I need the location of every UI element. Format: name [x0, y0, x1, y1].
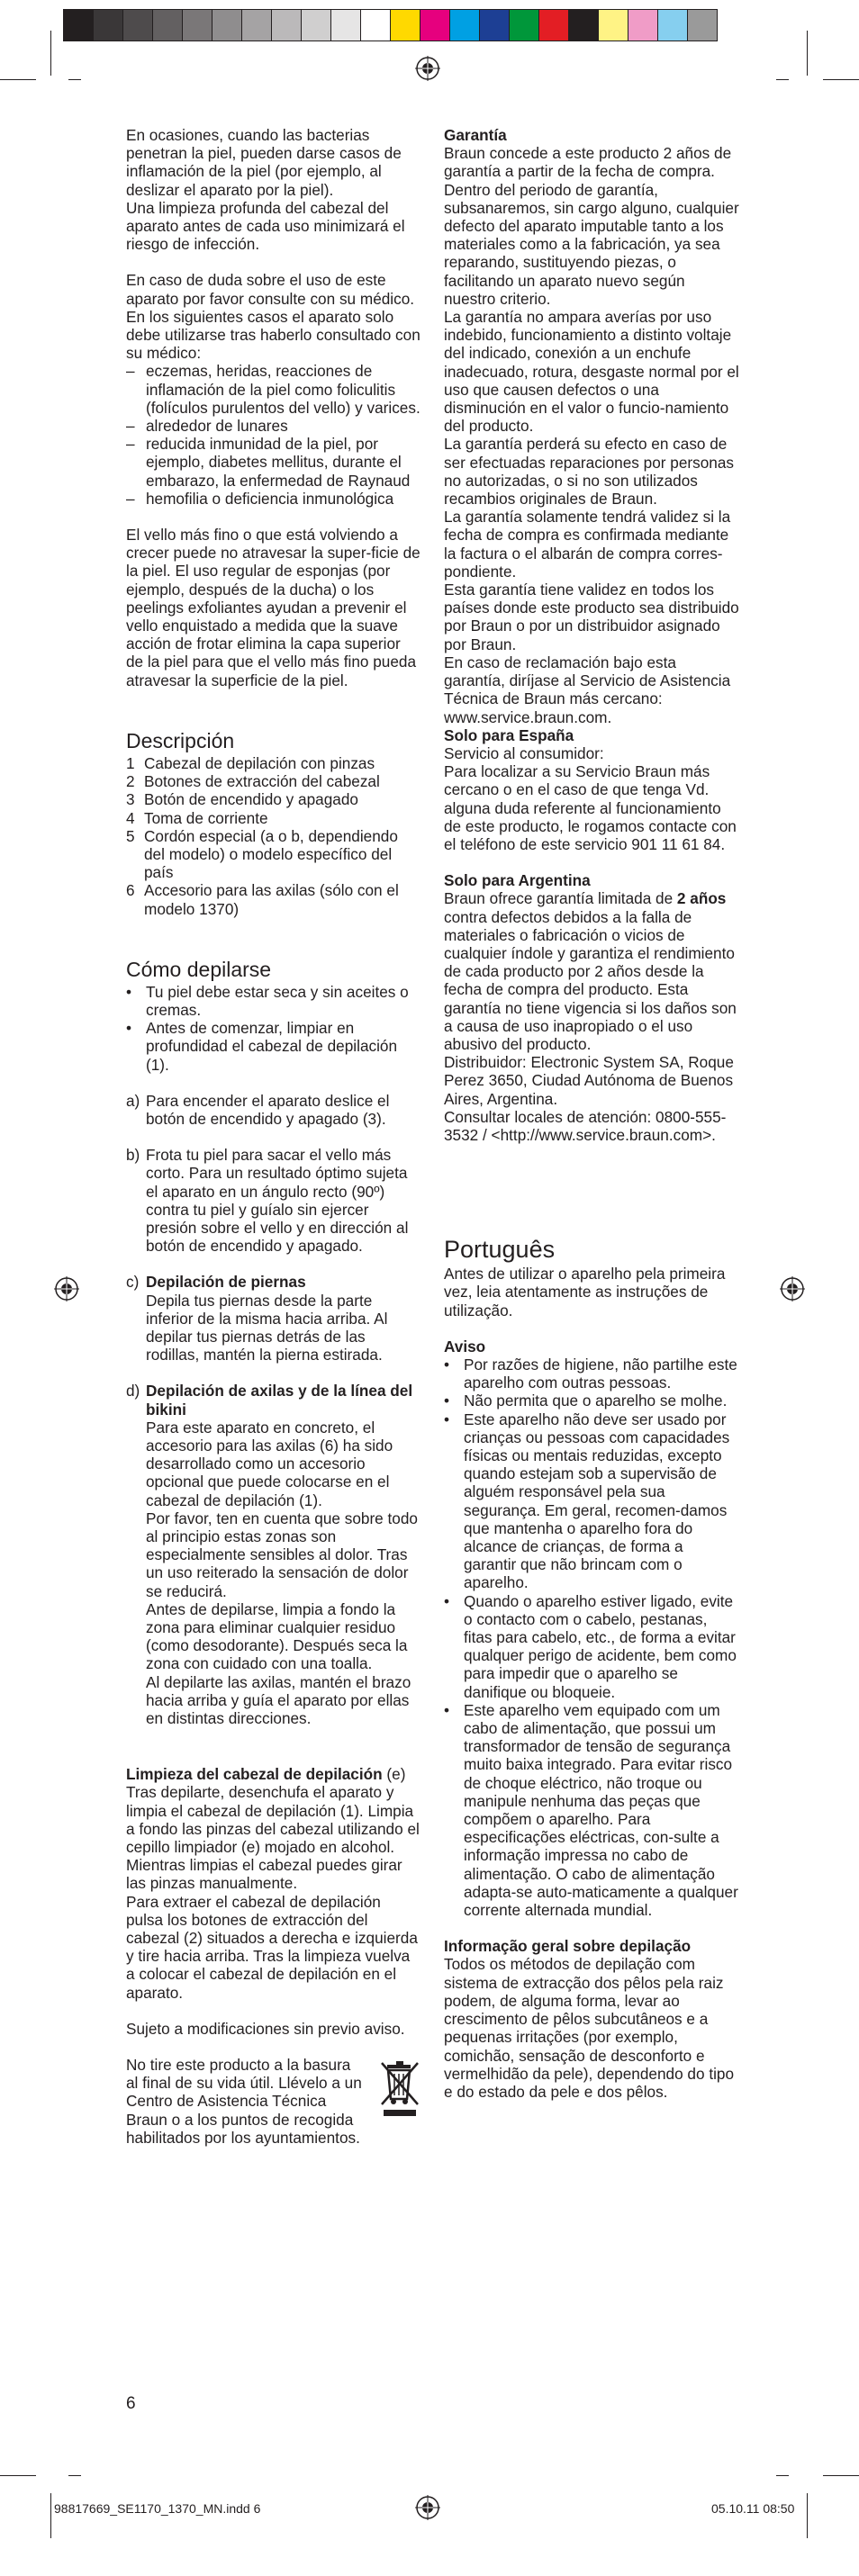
crop-mark [776, 2475, 789, 2476]
paragraph: Servicio al consumidor: [444, 743, 604, 762]
list-item: 1 Cabezal de depilación con pinzas [126, 753, 375, 772]
list-item: • Por razões de higiene, não partilhe este aparelho com outras pessoas. [444, 1355, 737, 1392]
section-heading-portugues: Português [444, 1236, 556, 1264]
limpieza-heading: Limpieza del cabezal de depilación (e) [126, 1765, 406, 1784]
color-swatch [509, 9, 539, 41]
color-swatch [63, 9, 94, 41]
paragraph: Para extraer el cabezal de depilación pulsa los botones de extracción del cabezal (2) situados a derecha e izquierda y tire hacia arriba. Tras la limpieza vuelva a colocar el cabezal de depilación en el aparato. [126, 1892, 418, 2002]
numbered-list [126, 754, 421, 918]
color-swatch [390, 9, 420, 41]
list-item: – reducida inmunidad de la piel, por ejemplo, diabetes mellitus, durante el embarazo, la enfermedad de Raynaud [126, 435, 411, 490]
color-swatch [420, 9, 450, 41]
step-b: b) Frota tu piel para sacar el vello más corto. Para un resultado óptimo sujeta el aparato en un ángulo recto (90º) contra tu piel y guíalo sin ejercer presión sobre el vello y en dirección al botón de encendido y apagado. [126, 1146, 409, 1256]
page-number: 6 [126, 2394, 136, 2413]
paragraph: Distribuidor: Electronic System SA, Roque Perez 3650, Ciudad Autónoma de Buenos Aires, Argentina. [444, 1053, 734, 1108]
step-title: Depilación de piernas [146, 1273, 306, 1292]
right-column [444, 126, 739, 2101]
section-heading-garantia: Garantía [444, 126, 507, 144]
crop-mark [68, 2475, 81, 2476]
step-c: c) Depilación de piernas Depila tus piernas desde la parte inferior de la misma hacia arriba. Al depilar tus piernas detrás de las rodillas, mantén la pierna estirada. [126, 1273, 388, 1365]
color-swatch [182, 9, 212, 41]
paragraph: Tras depilarte, desenchufa el aparato y limpia el cabezal de depilación (1). Limpia a fondo las pinzas del cabezal utilizando el cepillo limpiador (e) mojado en alcohol. Mientras limpias el cabezal puedes girar las pinzas manualmente. [126, 1783, 420, 1893]
paragraph: Braun ofrece garantía limitada de 2 años contra defectos debidos a la falla de materiales o fabricación o vicios de cualquier índole y garantiza el rendimiento de cada producto por 2 años desde la fecha de compra del producto. Esta garantía no tiene vigencia si los daños son a causa de uso inapropiado o el uso abusivo del producto. [444, 889, 737, 1053]
crop-mark [823, 2475, 859, 2476]
step-d: d) Depilación de axilas y de la línea del bikini Para este aparato en concreto, el accesorio para las axilas (6) ha sido desarrollado como un accesorio opcional que puede colocarse en el cabezal de depilación (1). Por favor, ten en cuenta que sobre todo al principio estas zonas son especialmente sensibles al dolor. Tras un uso reiterado la sensación de dolor se reducirá. Antes de depilarse, limpia a fondo la zona para eliminar cualquier residuo (como desodorante). Después seca la zona con cuidado con una toalla. Al depilarte las axilas, mantén el brazo hacia arriba y guía el aparato por ellas en distintas direcciones. [126, 1382, 418, 1728]
section-heading-descripcion: Descripción [126, 728, 235, 752]
list-item: • Não permita que o aparelho se molhe. [444, 1392, 728, 1410]
list-item: • Este aparelho vem equipado com um cabo de alimentação, que possui um transformador de tensão de segurança muito baixa integrado. Para evitar risco de choque eléctrico, não troque ou manipule nenhuma das peças que compõem o aparelho. Para especificações eléctricas, con-sulte a informação impressa no cabo de alimentação. O cabo de alimentação adapta-se auto-maticamente a qualquer corrente alternada mundial. [444, 1700, 738, 1920]
crop-mark [776, 79, 789, 80]
color-calibration-bar [63, 9, 717, 41]
paragraph: La garantía perderá su efecto en caso de ser efectuadas reparaciones por personas no autorizadas, o si no son utilizados recambios originales de Braun. [444, 435, 734, 509]
registration-mark-icon [415, 56, 440, 81]
section-heading-espana: Solo para España [444, 725, 574, 744]
crop-mark [0, 79, 36, 80]
file-name: 98817669_SE1170_1370_MN.indd 6 [54, 2501, 261, 2516]
list-item: – eczemas, heridas, reacciones de inflamación de la piel como foliculitis (folículos purulentos del vello) y varices. [126, 362, 420, 417]
step-a: a) Para encender el aparato deslice el botón de encendido y apagado (3). [126, 1091, 390, 1128]
color-swatch [479, 9, 510, 41]
registration-mark-icon [780, 1276, 805, 1302]
color-swatch [598, 9, 628, 41]
paragraph: El vello más fino o que está volviendo a crecer puede no atravesar la super-ficie de la piel. El uso regular de esponjas (por ejemplo, después de la ducha) o los peelings exfoliantes ayudan a prevenir el vello enquistado a medida que la suave acción de frotar elimina la capa superior de la piel para que el vello más fino pueda atravesar la superficie de la piel. [126, 526, 420, 689]
paragraph: No tire este producto a la basura al final de su vida útil. Llévelo a un Centro de Asistencia Técnica Braun o a los puntos de recogida habilitados por los ayuntamientos. [126, 2056, 362, 2147]
color-swatch [449, 9, 480, 41]
paragraph: Una limpieza profunda del cabezal del aparato antes de cada uso minimizará el riesgo de infección. [126, 198, 405, 254]
section-heading-informacao: Informação geral sobre depilação [444, 1937, 692, 1956]
color-swatch [122, 9, 153, 41]
list-item: • Este aparelho não deve ser usado por crianças ou pessoas com capacidades físicas ou mentais reduzidas, excepto quando estejam sob a supervisão de alguém responsável pela sua segurança. Em geral, recomen-damos que mantenha o aparelho fora do alcance de crianças, de forma a garantir que não brincam com o aparelho. [444, 1410, 730, 1592]
list-item: • Tu piel debe estar seca y sin aceites o cremas. [126, 982, 409, 1019]
paragraph: La garantía no ampara averías por uso indebido, funcionamiento a distinto voltaje del indicado, conexión a un enchufe inadecuado, rotura, desgaste normal por el uso que causen defectos o una disminución en el valor o funcio-namiento del producto. [444, 308, 739, 436]
registration-mark-icon [54, 1276, 79, 1302]
color-swatch [687, 9, 718, 41]
crossed-out-wheelie-bin-icon [378, 2059, 421, 2117]
bullet-list [444, 1356, 739, 1919]
color-swatch [271, 9, 302, 41]
disposal-note [126, 2056, 421, 2147]
color-swatch [360, 9, 391, 41]
list-item: 3 Botón de encendido y apagado [126, 790, 358, 809]
list-item: 6 Accesorio para las axilas (sólo con el modelo 1370) [126, 881, 399, 918]
color-swatch [212, 9, 242, 41]
dash-list [126, 362, 421, 508]
crop-mark [50, 2493, 51, 2538]
registration-mark-icon [415, 2495, 440, 2520]
color-swatch [93, 9, 123, 41]
section-heading-argentina: Solo para Argentina [444, 871, 591, 890]
paragraph: Consultar locales de atención: 0800-555-3532 / <http://www.service.braun.com>. [444, 1107, 727, 1144]
color-swatch [657, 9, 688, 41]
paragraph: Esta garantía tiene validez en todos los países donde este producto sea distribuido por Braun o por un distribuidor asignado por Braun. [444, 581, 739, 653]
section-heading-como-depilarse: Cómo depilarse [126, 957, 272, 981]
crop-mark [0, 2475, 36, 2476]
list-item: – hemofilia o deficiencia inmunológica [126, 489, 394, 508]
color-swatch [538, 9, 569, 41]
section-heading-aviso: Aviso [444, 1337, 486, 1356]
paragraph: En ocasiones, cuando las bacterias penetran la piel, pueden darse casos de inflamación de la piel (por ejemplo, al deslizar el aparato por la piel). [126, 126, 402, 199]
left-column [126, 126, 421, 2147]
list-item: • Antes de comenzar, limpiar en profundidad el cabezal de depilación (1). [126, 1019, 398, 1074]
crop-mark [807, 2493, 808, 2538]
crop-mark [807, 31, 808, 76]
color-swatch [330, 9, 361, 41]
list-item: • Quando o aparelho estiver ligado, evite o contacto com o cabelo, pestanas, fitas para cabelo, etc., de forma a evitar qualquer perigo de acidente, bem como para impedir que o aparelho se danifique ou bloqueie. [444, 1591, 737, 1701]
print-date: 05.10.11 08:50 [711, 2501, 795, 2516]
color-swatch [628, 9, 658, 41]
list-item: 5 Cordón especial (a o b, dependiendo del modelo) o modelo específico del país [126, 826, 398, 882]
paragraph: Braun concede a este producto 2 años de garantía a partir de la fecha de compra. [444, 144, 732, 181]
color-swatch [301, 9, 331, 41]
paragraph: En caso de duda sobre el uso de este aparato por favor consulte con su médico. En los siguientes casos el aparato solo debe utilizarse tras haberlo consultado con su médico: [126, 271, 420, 363]
crop-mark [68, 79, 81, 80]
list-item: 2 Botones de extracción del cabezal [126, 772, 380, 791]
paragraph: Todos os métodos de depilação com sistema de extracção dos pêlos pela raiz podem, de alguma forma, levar ao crescimento de pêlos subcutâneos e a pequenas irritações (por exemplo, comichão, sensação de desconforto e vermelhidão da pele), dependendo do tipo e do estado da pele e dos pêlos. [444, 1955, 735, 2101]
paragraph: En caso de reclamación bajo esta garantía, diríjase al Servicio de Asistencia Técnica de Braun más cercano: www.service.braun.com. [444, 653, 731, 726]
color-swatch [152, 9, 183, 41]
paragraph: La garantía solamente tendrá validez si la fecha de compra es confirmada mediante la factura o el albarán de compra corres-pondiente. [444, 508, 731, 581]
crop-mark [50, 31, 51, 76]
color-swatch [568, 9, 599, 41]
step-title: Depilación de axilas y de la línea del bikini [146, 1382, 413, 1419]
paragraph: Dentro del periodo de garantía, subsanaremos, sin cargo alguno, cualquier defecto del aparato imputable tanto a los materiales como a la fabricación, ya sea reparando, sustituyendo piezas, o facilitando un aparato nuevo según nuestro criterio. [444, 180, 739, 308]
crop-mark [823, 79, 859, 80]
list-item: – alrededor de lunares [126, 417, 288, 436]
paragraph: Sujeto a modificaciones sin previo aviso. [126, 2019, 405, 2038]
paragraph: Antes de utilizar o aparelho pela primeira vez, leia atentamente as instruções de utilização. [444, 1265, 726, 1320]
color-swatch [241, 9, 272, 41]
list-item: 4 Toma de corriente [126, 808, 268, 827]
bullet-list [126, 983, 421, 1074]
paragraph: Para localizar a su Servicio Braun más cercano o en el caso de que tenga Vd. alguna duda referente al funcionamiento de este producto, le rogamos contacte con el teléfono de este servicio 901 11 61 84. [444, 762, 737, 853]
